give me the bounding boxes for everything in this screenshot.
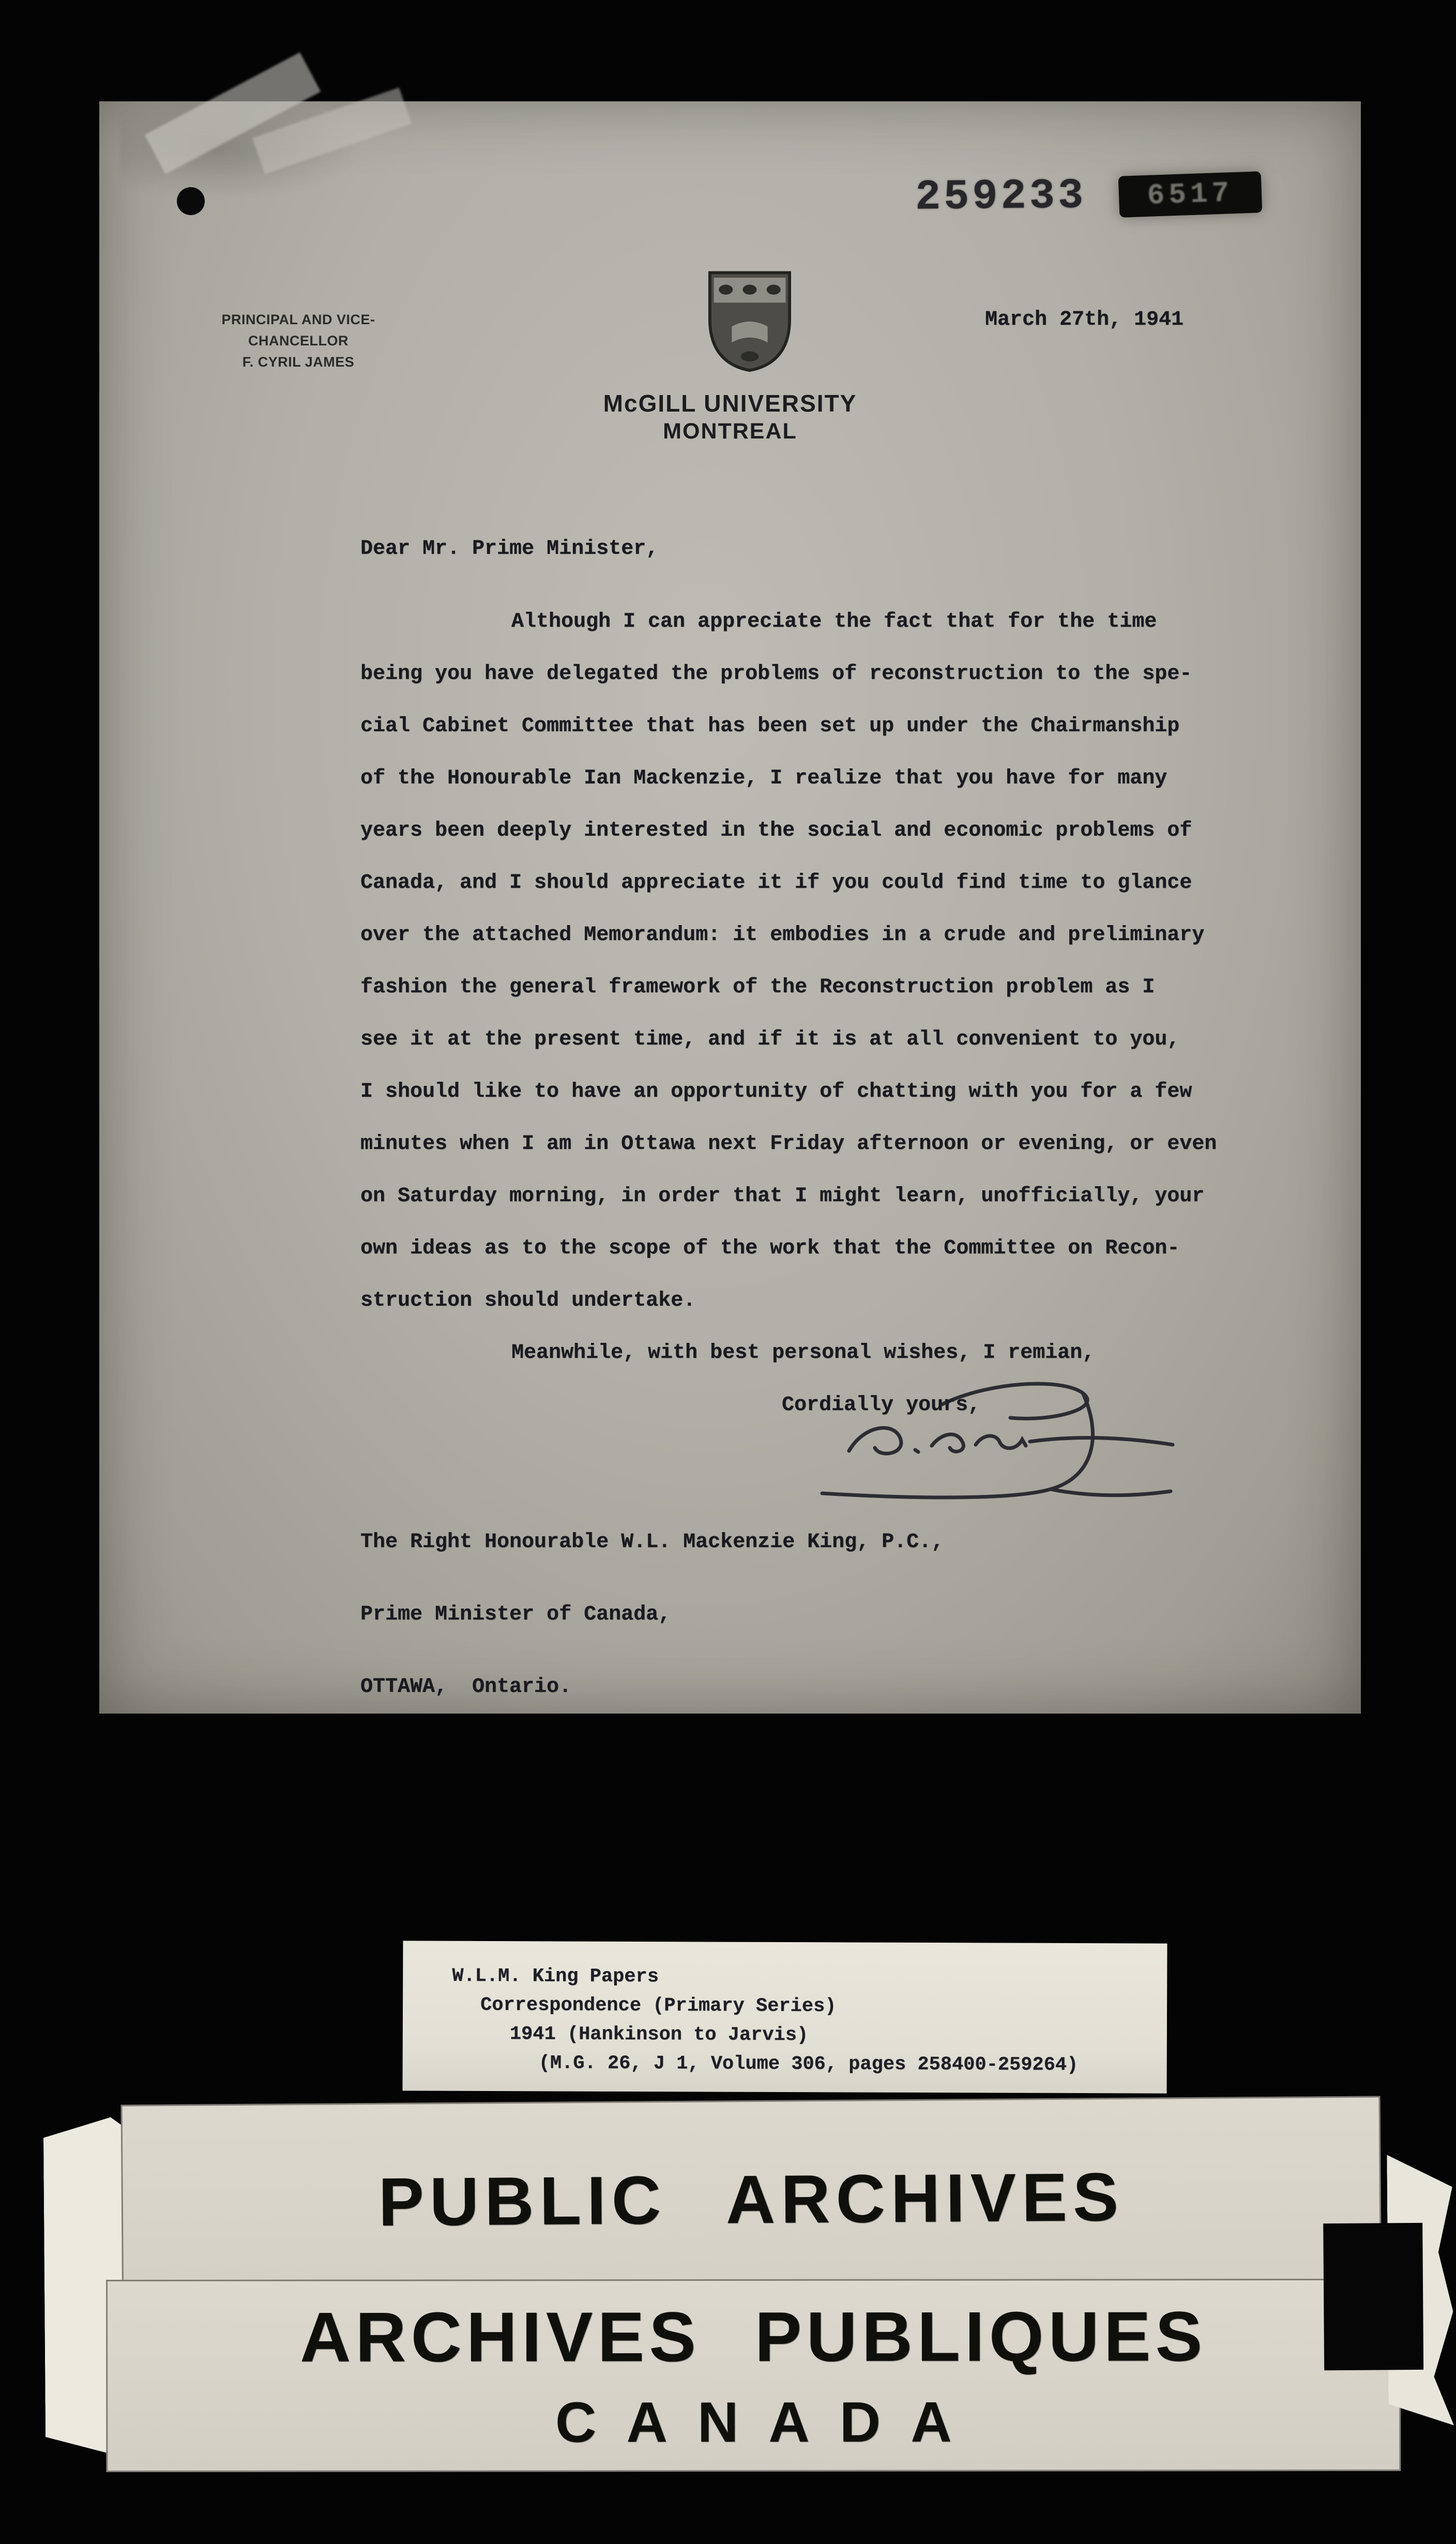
letter-line: struction should undertake. (360, 1289, 696, 1312)
letterhead-office (177, 309, 420, 373)
card-line: 1941 (Hankinson to Jarvis) (509, 2023, 809, 2047)
letter-line: cial Cabinet Committee that has been set up under the Chairmanship (360, 715, 1180, 738)
public-archives-label (49, 2094, 1453, 2477)
hole-punch-mark (177, 187, 205, 215)
valediction: Cordially yours, (782, 1394, 981, 1417)
recipient-line: OTTAWA, Ontario. (360, 1675, 572, 1699)
letter-line: Canada, and I should appreciate it if you could find time to glance (360, 871, 1192, 895)
mcgill-crest-icon (698, 265, 801, 374)
university-city: MONTREAL (663, 419, 797, 444)
card-line: Correspondence (Primary Series) (480, 1994, 837, 2018)
dark-patch (1323, 2223, 1423, 2370)
letter-line: of the Honourable Ian Mackenzie, I realize that you have for many (360, 767, 1167, 790)
office-name: F. CYRIL JAMES (242, 354, 355, 370)
recipient-address (360, 1483, 944, 1747)
office-title: PRINCIPAL AND VICE-CHANCELLOR (221, 312, 375, 349)
university-name: McGILL UNIVERSITY (603, 390, 857, 417)
card-line: (M.G. 26, J 1, Volume 306, pages 258400-259264) (538, 2052, 1079, 2076)
letter-line: fashion the general framework of the Reconstruction problem as I (360, 976, 1155, 999)
letter-line: years been deeply interested in the social and economic problems of (360, 819, 1192, 842)
letterhead-university (523, 389, 937, 445)
letter-line: over the attached Memorandum: it embodies in a crude and preliminary (360, 923, 1205, 947)
letter-date: March 27th, 1941 (985, 308, 1184, 331)
secondary-stamp-number: 6517 (1146, 176, 1234, 213)
letter-line: being you have delegated the problems of reconstruction to the spe- (360, 662, 1192, 686)
page-number-stamp: 259233 (915, 172, 1087, 222)
recipient-line: Prime Minister of Canada, (360, 1603, 671, 1626)
letter-line: see it at the present time, and if it is at all convenient to you, (360, 1028, 1180, 1051)
label-country: CANADA (555, 2390, 982, 2454)
label-title-fr: ARCHIVES PUBLIQUES (300, 2296, 1207, 2376)
letter-line: on Saturday morning, in order that I might learn, unofficially, your (360, 1185, 1205, 1208)
label-french (106, 2279, 1401, 2472)
label-english (121, 2096, 1382, 2302)
letter-page (99, 101, 1361, 1714)
letter-line: I should like to have an opportunity of chatting with you for a few (360, 1080, 1192, 1103)
secondary-stamp (1118, 171, 1263, 218)
closing-line: Meanwhile, with best personal wishes, I remian, (511, 1341, 1095, 1365)
letter-body (360, 523, 1281, 1431)
archive-reference-card (402, 1941, 1167, 2093)
recipient-line: The Right Honourable W.L. Mackenzie King, P.C., (360, 1531, 944, 1554)
card-line: W.L.M. King Papers (452, 1965, 659, 1988)
letter-line: minutes when I am in Ottawa next Friday afternoon or evening, or even (360, 1132, 1217, 1156)
label-title-en: PUBLIC ARCHIVES (378, 2158, 1125, 2240)
letter-line: Although I can appreciate the fact that for the time (511, 610, 1157, 633)
letter-line: own ideas as to the scope of the work that the Committee on Recon- (360, 1237, 1180, 1260)
salutation: Dear Mr. Prime Minister, (360, 537, 659, 561)
